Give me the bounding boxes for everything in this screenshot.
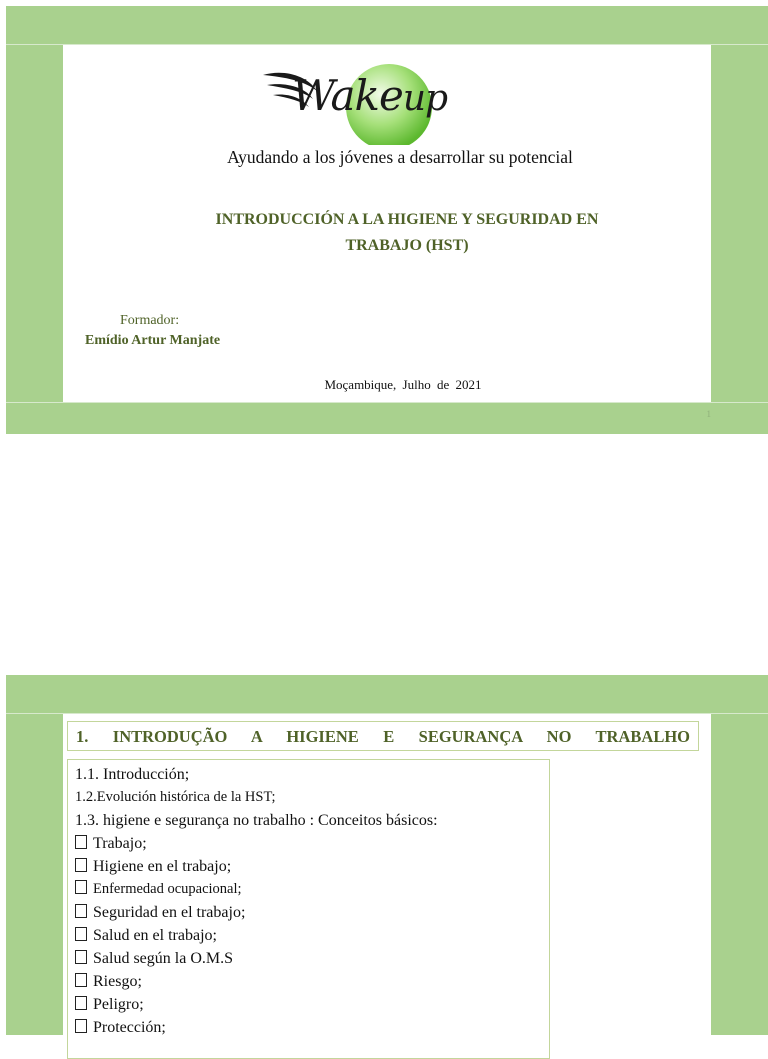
toc-item <box>75 924 549 947</box>
square-bullet-icon <box>75 858 87 872</box>
place-date: Moçambique, Julho de 2021 <box>324 377 482 392</box>
toc-item <box>75 878 549 901</box>
square-bullet-icon <box>75 927 87 941</box>
slide-1 <box>6 6 768 434</box>
section-title-box <box>67 721 699 751</box>
toc-item <box>75 809 549 832</box>
toc-item <box>75 763 549 786</box>
toc-item <box>75 901 549 924</box>
square-bullet-icon <box>75 973 87 987</box>
logo-wordmark: Wakeup <box>292 71 448 120</box>
toc-item-label: Higiene en el trabajo; <box>93 858 232 875</box>
square-bullet-icon <box>75 996 87 1010</box>
square-bullet-icon <box>75 950 87 964</box>
trainer-name: Emídio Artur Manjate <box>85 333 221 348</box>
toc-item <box>75 1016 549 1039</box>
toc-item-label: 1.1. Introducción; <box>75 766 190 783</box>
course-title-line-1: INTRODUCCIÓN A LA HIGIENE Y SEGURIDAD EN <box>215 211 599 228</box>
square-bullet-icon <box>75 904 87 918</box>
toc-item-label: Salud en el trabajo; <box>93 927 217 944</box>
toc-item-label: Trabajo; <box>93 835 147 852</box>
slide-2 <box>6 675 768 1035</box>
toc-item-label: Seguridad en el trabajo; <box>93 904 246 921</box>
slide-1-bottom-band <box>6 402 768 403</box>
course-title <box>63 207 711 259</box>
toc-item <box>75 947 549 970</box>
wakeup-logo <box>261 55 475 145</box>
course-title-line-2: TRABAJO (HST) <box>345 237 469 254</box>
toc-item-label: 1.2.Evolución histórica de la HST; <box>75 789 276 805</box>
tagline: Ayudando a los jóvenes a desarrollar su potencial <box>227 147 573 167</box>
section-title: 1. INTRODUÇÃO A HIGIENE E SEGURANÇA NO TRABALHO <box>76 727 690 746</box>
square-bullet-icon <box>75 880 87 894</box>
slide-1-content <box>63 45 711 402</box>
toc-item <box>75 970 549 993</box>
toc-item <box>75 993 549 1016</box>
toc-item-label: 1.3. higiene e segurança no trabalho : Conceitos básicos: <box>75 812 438 829</box>
toc-item-label: Protección; <box>93 1019 166 1036</box>
toc-item <box>75 786 549 809</box>
square-bullet-icon <box>75 835 87 849</box>
trainer-label: Formador: <box>120 313 180 328</box>
toc-item-label: Peligro; <box>93 996 144 1013</box>
toc-item-label: Salud según la O.M.S <box>93 950 233 967</box>
toc-item-label: Enfermedad ocupacional; <box>93 881 242 897</box>
square-bullet-icon <box>75 1019 87 1033</box>
slide-2-content <box>63 714 711 1044</box>
toc-item-label: Riesgo; <box>93 973 142 990</box>
toc-item <box>75 832 549 855</box>
page-number: 1 <box>706 409 711 419</box>
toc-item <box>75 855 549 878</box>
table-of-contents <box>67 759 550 1059</box>
